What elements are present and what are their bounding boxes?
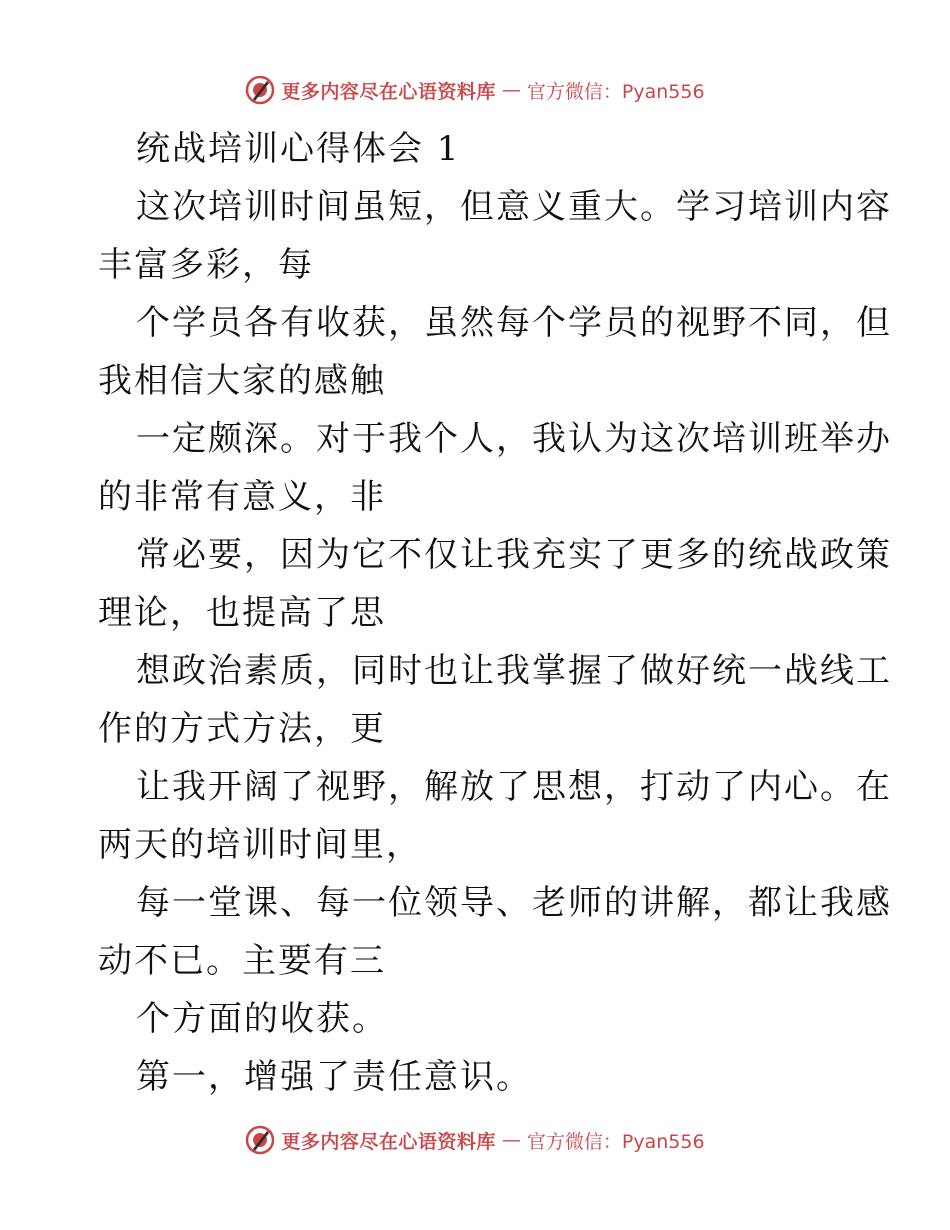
watermark-main-text: 更多内容尽在心语资料库 <box>281 1130 496 1153</box>
paragraph-line: 第一，增强了责任意识。 <box>136 1057 532 1097</box>
paragraph-line: 理论，也提高了思 <box>98 593 386 633</box>
watermark-dash: — <box>501 79 521 101</box>
paragraph-line: 个学员各有收获，虽然每个学员的视野不同，但 <box>136 303 892 343</box>
quill-logo-icon <box>245 1125 275 1155</box>
paragraph-line: 每一堂课、每一位领导、老师的讲解，都让我感 <box>136 883 892 923</box>
paragraph-line: 个方面的收获。 <box>136 999 388 1039</box>
paragraph-line: 让我开阔了视野，解放了思想，打动了内心。在 <box>136 767 892 807</box>
header-watermark <box>0 70 950 110</box>
quill-logo-icon <box>245 75 275 105</box>
watermark-main-text: 更多内容尽在心语资料库 <box>281 80 496 103</box>
watermark-wechat-text: 官方微信：Pyan556 <box>526 80 705 103</box>
paragraph-line: 一定颇深。对于我个人，我认为这次培训班举办 <box>136 419 892 459</box>
paragraph-line: 作的方式方法，更 <box>98 709 386 749</box>
paragraph-line: 丰富多彩，每 <box>98 245 314 285</box>
watermark-wechat-text: 官方微信：Pyan556 <box>526 1130 705 1153</box>
paragraph-line: 动不已。主要有三 <box>98 941 386 981</box>
paragraph-line: 我相信大家的感触 <box>98 361 386 401</box>
paragraph-line: 的非常有意义，非 <box>98 477 386 517</box>
paragraph-line: 常必要，因为它不仅让我充实了更多的统战政策 <box>136 535 892 575</box>
paragraph-line: 想政治素质，同时也让我掌握了做好统一战线工 <box>136 651 892 691</box>
document-title: 统战培训心得体会 1 <box>136 129 461 169</box>
watermark-dash: — <box>501 1129 521 1151</box>
document-body <box>98 120 892 1106</box>
paragraph-line: 两天的培训时间里， <box>98 825 422 865</box>
paragraph-line: 这次培训时间虽短，但意义重大。学习培训内容 <box>136 187 892 227</box>
footer-watermark <box>0 1120 950 1160</box>
